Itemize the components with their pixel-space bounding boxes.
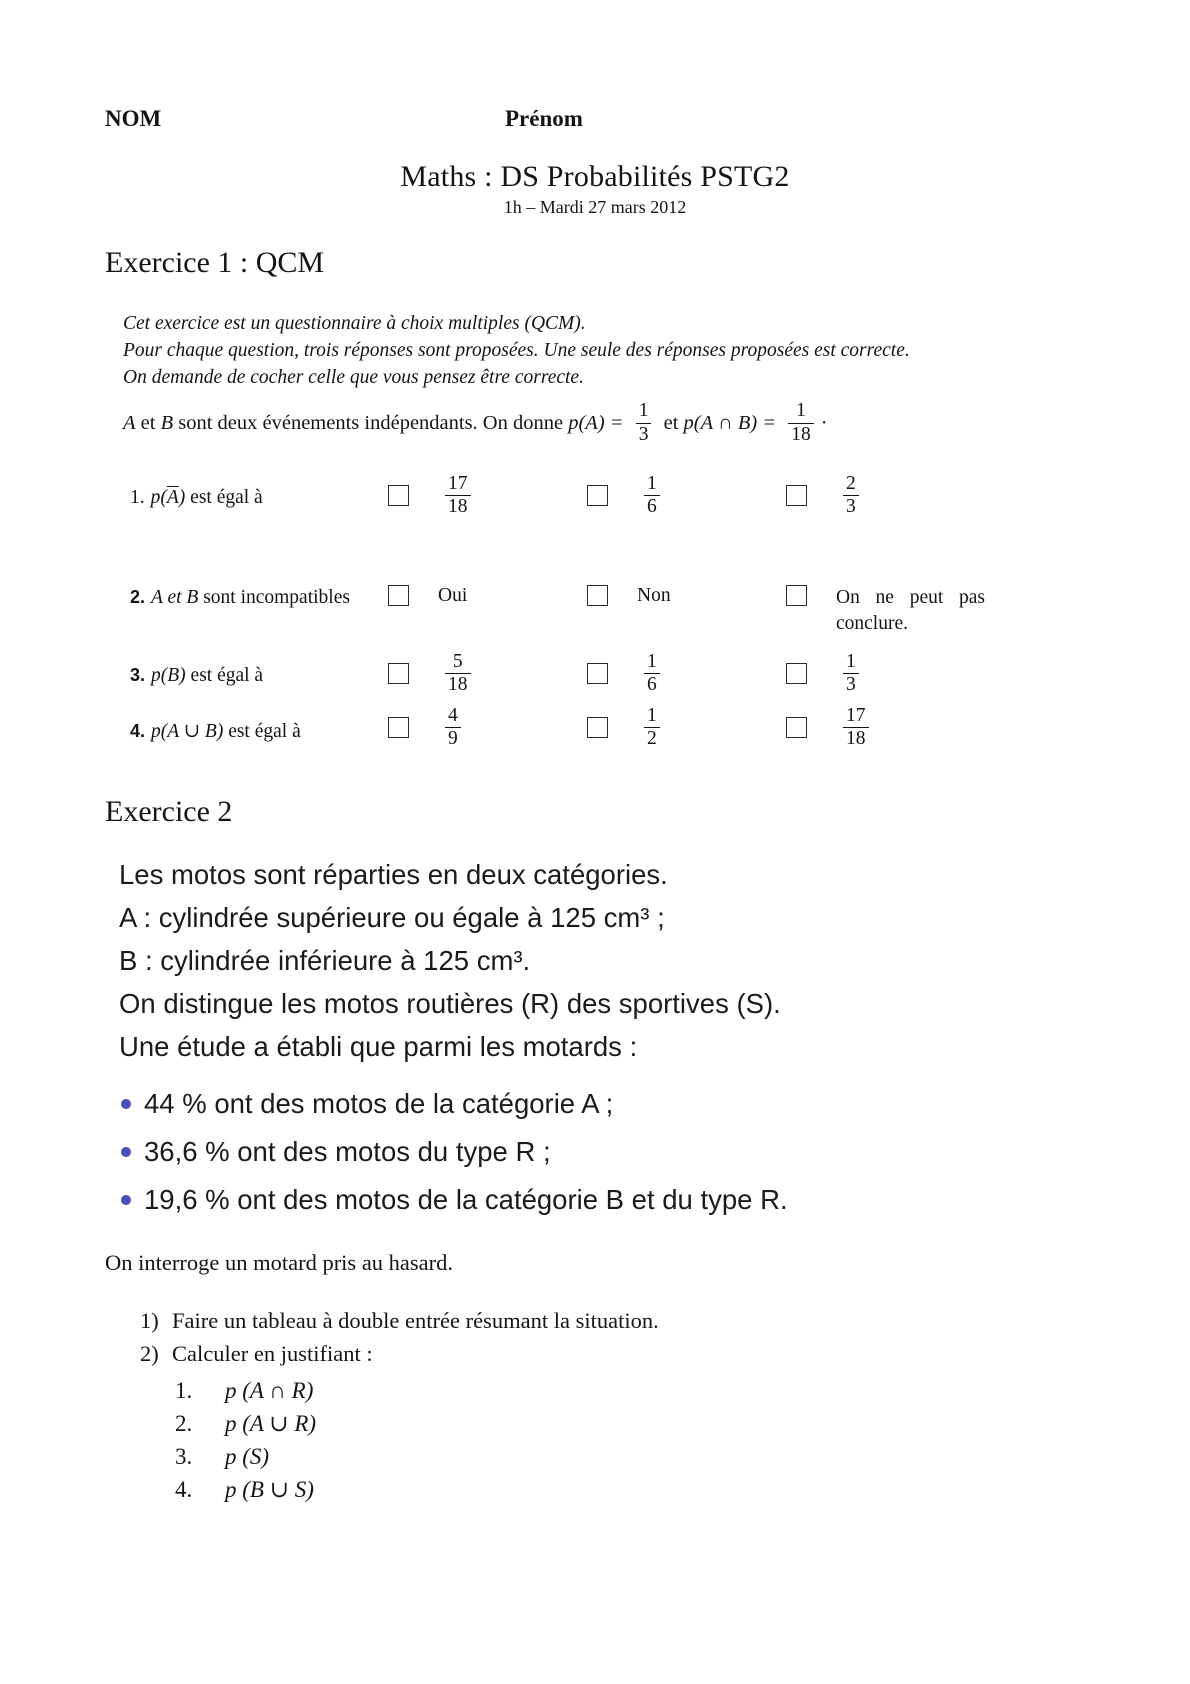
exercise1-heading: Exercice 1 : QCM bbox=[105, 246, 325, 279]
inset-lines bbox=[119, 853, 1190, 1068]
intro-line: Pour chaque question, trois réponses sont proposées. Une seule des réponses proposées est correcte. bbox=[123, 340, 910, 361]
firstname-label: Prénom bbox=[505, 106, 583, 131]
answer-checkbox[interactable] bbox=[786, 585, 807, 606]
subtask-expression: p (S) bbox=[225, 1443, 270, 1469]
answer-checkbox[interactable] bbox=[388, 717, 409, 738]
intro-line: On demande de cocher celle que vous pensez être correcte. bbox=[123, 367, 584, 388]
exercise1-statement bbox=[123, 395, 1190, 451]
bullet-item bbox=[119, 1128, 1190, 1176]
bullet-text: 44 % ont des motos de la catégorie A ; bbox=[144, 1087, 614, 1119]
option-value: Non bbox=[637, 584, 671, 606]
fraction-denominator: 18 bbox=[448, 674, 468, 696]
fraction-numerator: 1 bbox=[644, 651, 660, 674]
fraction-value bbox=[445, 473, 471, 519]
answer-option bbox=[388, 705, 587, 751]
subtask-number: 2. bbox=[175, 1410, 193, 1436]
bullet-text: 36,6 % ont des motos du type R ; bbox=[144, 1135, 551, 1167]
fraction-value bbox=[843, 473, 859, 519]
doc-title: Maths : DS Probabilités PSTG2 bbox=[400, 160, 790, 193]
answer-checkbox[interactable] bbox=[587, 485, 608, 506]
question-math bbox=[151, 487, 186, 508]
task-text: Faire un tableau à double entrée résumant la situation. bbox=[172, 1307, 659, 1333]
question-math: p(A ∪ B) bbox=[151, 720, 224, 742]
option-value: Oui bbox=[438, 584, 468, 606]
question-number: 4. bbox=[130, 720, 146, 741]
answer-checkbox[interactable] bbox=[786, 485, 807, 506]
question-text: sont incompatibles bbox=[198, 586, 350, 608]
qcm-questions bbox=[130, 473, 1190, 751]
answer-option bbox=[388, 473, 587, 519]
answer-checkbox[interactable] bbox=[388, 663, 409, 684]
answer-checkbox[interactable] bbox=[388, 585, 409, 606]
answer-option bbox=[587, 473, 786, 519]
answer-option bbox=[587, 651, 786, 697]
fraction-numerator: 5 bbox=[445, 651, 471, 674]
fraction-value bbox=[644, 473, 660, 519]
inset-line: Les motos sont réparties en deux catégories. bbox=[119, 858, 668, 890]
subtask-number: 4. bbox=[175, 1476, 193, 1502]
inset-line: A : cylindrée supérieure ou égale à 125 cm³ ; bbox=[119, 901, 665, 933]
answer-option bbox=[388, 585, 587, 607]
overline-variable: $\overline{A}$ bbox=[166, 487, 179, 508]
math-suffix: ) bbox=[178, 487, 186, 508]
fraction-numerator: 17 bbox=[843, 705, 869, 728]
question-math: p(B) bbox=[151, 664, 186, 686]
bullet-dot-icon bbox=[121, 1195, 131, 1205]
intro-line: Cet exercice est un questionnaire à choix multiples (QCM). bbox=[123, 313, 586, 334]
exercise2-text-block bbox=[119, 853, 1190, 1224]
question-number: 1. bbox=[130, 487, 145, 508]
math-prefix: p( bbox=[150, 487, 167, 508]
inset-line: Une étude a établi que parmi les motards : bbox=[119, 1030, 638, 1062]
doc-header bbox=[105, 106, 1085, 136]
subtask-expression: p (A ∩ R) bbox=[225, 1377, 314, 1403]
fraction-value bbox=[644, 651, 660, 697]
qcm-question-row bbox=[130, 473, 1190, 519]
answer-checkbox[interactable] bbox=[587, 717, 608, 738]
bullet-list bbox=[119, 1080, 1190, 1224]
qcm-question-row bbox=[130, 651, 1190, 697]
question-number: 2. bbox=[130, 586, 146, 607]
answer-checkbox[interactable] bbox=[786, 663, 807, 684]
fraction-numerator: 1 bbox=[788, 400, 814, 423]
option-value: On ne peut pas conclure. bbox=[836, 586, 985, 634]
statement-segment: sont deux événements indépendants. On donne bbox=[173, 411, 569, 434]
answer-checkbox[interactable] bbox=[587, 663, 608, 684]
fraction-denominator: 6 bbox=[647, 496, 657, 518]
fraction-value bbox=[843, 651, 859, 697]
fraction-denominator: 18 bbox=[846, 728, 866, 750]
fraction-denominator: 3 bbox=[846, 496, 856, 518]
fraction-denominator: 3 bbox=[846, 674, 856, 696]
statement-segment: et bbox=[658, 411, 684, 434]
fraction-value bbox=[445, 651, 471, 697]
question-text: est égal à bbox=[223, 720, 301, 742]
answer-checkbox[interactable] bbox=[587, 585, 608, 606]
fraction-denominator: 9 bbox=[448, 728, 458, 750]
fraction-denominator: 3 bbox=[638, 423, 649, 445]
answer-option bbox=[388, 651, 587, 697]
fraction-denominator: 18 bbox=[791, 423, 811, 445]
subtask-list bbox=[175, 1374, 1190, 1506]
fraction-numerator: 1 bbox=[636, 400, 652, 423]
answer-checkbox[interactable] bbox=[388, 485, 409, 506]
bullet-text: 19,6 % ont des motos de la catégorie B et du type R. bbox=[144, 1183, 788, 1215]
fraction-denominator: 18 bbox=[448, 496, 468, 518]
fraction-numerator: 17 bbox=[445, 473, 471, 496]
task-number: 2) bbox=[140, 1340, 159, 1366]
statement-segment: · bbox=[820, 411, 828, 434]
statement-segment: p(A ∩ B) = bbox=[683, 411, 782, 434]
qcm-question-row bbox=[130, 585, 1190, 637]
exercise2-heading: Exercice 2 bbox=[105, 794, 233, 828]
task-number: 1) bbox=[140, 1307, 159, 1333]
followup-text: On interroge un motard pris au hasard. bbox=[105, 1249, 454, 1275]
fraction-numerator: 1 bbox=[644, 473, 660, 496]
question-label bbox=[130, 651, 388, 687]
statement-segment: p(A) = bbox=[568, 411, 629, 434]
question-label bbox=[130, 705, 388, 743]
fraction-value bbox=[636, 400, 652, 446]
answer-option bbox=[786, 705, 985, 751]
fraction-numerator: 4 bbox=[445, 705, 461, 728]
question-math: A et B bbox=[151, 586, 199, 608]
fraction-value bbox=[788, 400, 814, 446]
subtask-item bbox=[175, 1473, 1190, 1506]
answer-option bbox=[786, 473, 985, 519]
fraction-value bbox=[445, 705, 461, 751]
doc-subtitle: 1h – Mardi 27 mars 2012 bbox=[503, 197, 687, 217]
subtask-expression: p (A ∪ R) bbox=[225, 1410, 317, 1436]
bullet-item bbox=[119, 1080, 1190, 1128]
question-label bbox=[130, 585, 388, 609]
fraction-denominator: 6 bbox=[647, 674, 657, 696]
exercise1-intro bbox=[123, 310, 1190, 391]
inset-line: B : cylindrée inférieure à 125 cm³. bbox=[119, 944, 531, 976]
answer-option bbox=[786, 651, 985, 697]
fraction-denominator: 2 bbox=[647, 728, 657, 750]
task-list bbox=[140, 1304, 1190, 1370]
answer-option bbox=[786, 585, 985, 637]
subtask-number: 3. bbox=[175, 1443, 193, 1469]
answer-option bbox=[587, 705, 786, 751]
question-label bbox=[130, 473, 388, 509]
answer-option bbox=[587, 585, 786, 607]
statement-segment: B bbox=[160, 411, 174, 434]
subtask-number: 1. bbox=[175, 1377, 193, 1403]
fraction-value bbox=[644, 705, 660, 751]
bullet-dot-icon bbox=[121, 1099, 131, 1109]
question-number: 3. bbox=[130, 664, 146, 685]
statement-segment: et bbox=[135, 411, 161, 434]
subtask-item bbox=[175, 1440, 1190, 1473]
fraction-numerator: 1 bbox=[843, 651, 859, 674]
statement-segment: A bbox=[123, 411, 136, 434]
question-text: est égal à bbox=[185, 664, 264, 686]
subtask-item bbox=[175, 1374, 1190, 1407]
fraction-numerator: 2 bbox=[843, 473, 859, 496]
fraction-numerator: 1 bbox=[644, 705, 660, 728]
inset-line: On distingue les motos routières (R) des sportives (S). bbox=[119, 987, 781, 1019]
fraction-value bbox=[843, 705, 869, 751]
task-item bbox=[140, 1304, 1190, 1337]
bullet-item bbox=[119, 1176, 1190, 1224]
question-text: est égal à bbox=[185, 487, 263, 508]
subtask-expression: p (B ∪ S) bbox=[225, 1476, 314, 1502]
task-item bbox=[140, 1337, 1190, 1370]
bullet-dot-icon bbox=[121, 1147, 131, 1157]
subtask-item bbox=[175, 1407, 1190, 1440]
name-label: NOM bbox=[105, 106, 162, 131]
answer-checkbox[interactable] bbox=[786, 717, 807, 738]
task-text: Calculer en justifiant : bbox=[172, 1340, 373, 1366]
qcm-question-row bbox=[130, 705, 1190, 751]
